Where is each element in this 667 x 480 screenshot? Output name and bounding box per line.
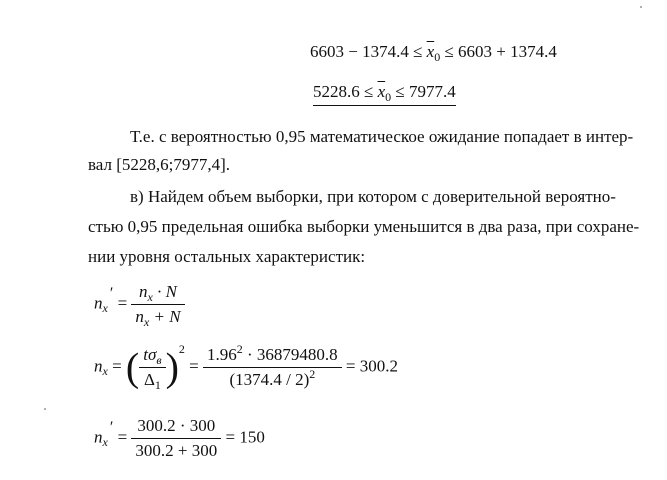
formula-1 [94,282,185,327]
formula-3-lhs: n [94,427,103,447]
inequality-1-right: ≤ 6603 + 1374.4 [444,42,557,61]
paragraph-2-line-2: стью 0,95 предельная ошибка выборки уменьшится в два раза, при сохране- [88,217,640,236]
formula-3-lhs-sub: x [102,435,108,450]
formula-2-power: 2 [178,342,185,357]
formula-3-fraction [131,416,221,461]
inequality-2-var: $\overline{x}$ [377,82,386,101]
formula-2-inner-numerator: $t\sigma_в$ [139,345,165,368]
formula-3-result: = 150 [225,427,265,447]
formula-3 [94,416,265,461]
formula-2-inner-fraction [139,345,165,390]
formula-3-denominator: 300.2 + 300 [135,441,218,460]
inequality-1-sub: 0 [434,50,441,64]
inequality-2-sub: 0 [385,90,392,104]
paragraph-1-line-2: вал [5228,6;7977,4]. [88,155,231,174]
left-paren: ( [125,344,140,390]
inequality-1-var: $\overline{x}$ [426,42,435,61]
formula-1-prime: ′ [109,285,114,303]
formula-1-numerator: $n_x \cdot N$ [131,282,184,305]
formula-3-eq: = [117,427,128,447]
paragraph-2-line-1: в) Найдем объем выборки, при котором с доверительной вероятно- [130,187,616,206]
inequality-1 [310,42,557,62]
formula-2-eq: = [112,356,122,376]
inequality-1-left: 6603 − 1374.4 ≤ [310,42,423,61]
formula-2-inner-denominator: $\Delta_1$ [143,370,161,392]
formula-2-numerator: $1.96^2 \cdot 36879480.8$ [203,345,342,368]
formula-2-lhs: n [94,356,103,376]
formula-2-denominator: (1374.4 / 2)$^2$ [229,367,316,389]
inequality-2-right: ≤ 7977.4 [395,82,456,101]
formula-1-eq: = [117,293,128,313]
formula-2 [94,342,399,392]
inequality-2-left: 5228.6 ≤ [313,82,374,101]
formula-2-fraction [203,342,342,390]
formula-1-lhs-sub: x [102,301,108,316]
formula-2-result: = 300.2 [345,356,399,376]
scan-speck [640,6,642,8]
formula-3-prime: ′ [109,419,114,437]
inequality-2 [313,82,456,106]
formula-3-numerator: 300.2 · 300 [131,416,221,439]
formula-1-fraction [131,282,184,327]
formula-1-lhs: n [94,293,103,313]
right-paren: ) [165,344,179,390]
scan-speck [44,408,46,410]
formula-2-eq2: = [189,356,199,376]
formula-2-lhs-sub: x [102,364,108,379]
formula-1-denominator: $n_x + N$ [135,307,181,329]
paragraph-1-line-1: Т.е. с вероятностью 0,95 математическое ожидание попадает в интер- [130,127,634,146]
paragraph-2-line-3: нии уровня остальных характеристик: [88,247,366,266]
